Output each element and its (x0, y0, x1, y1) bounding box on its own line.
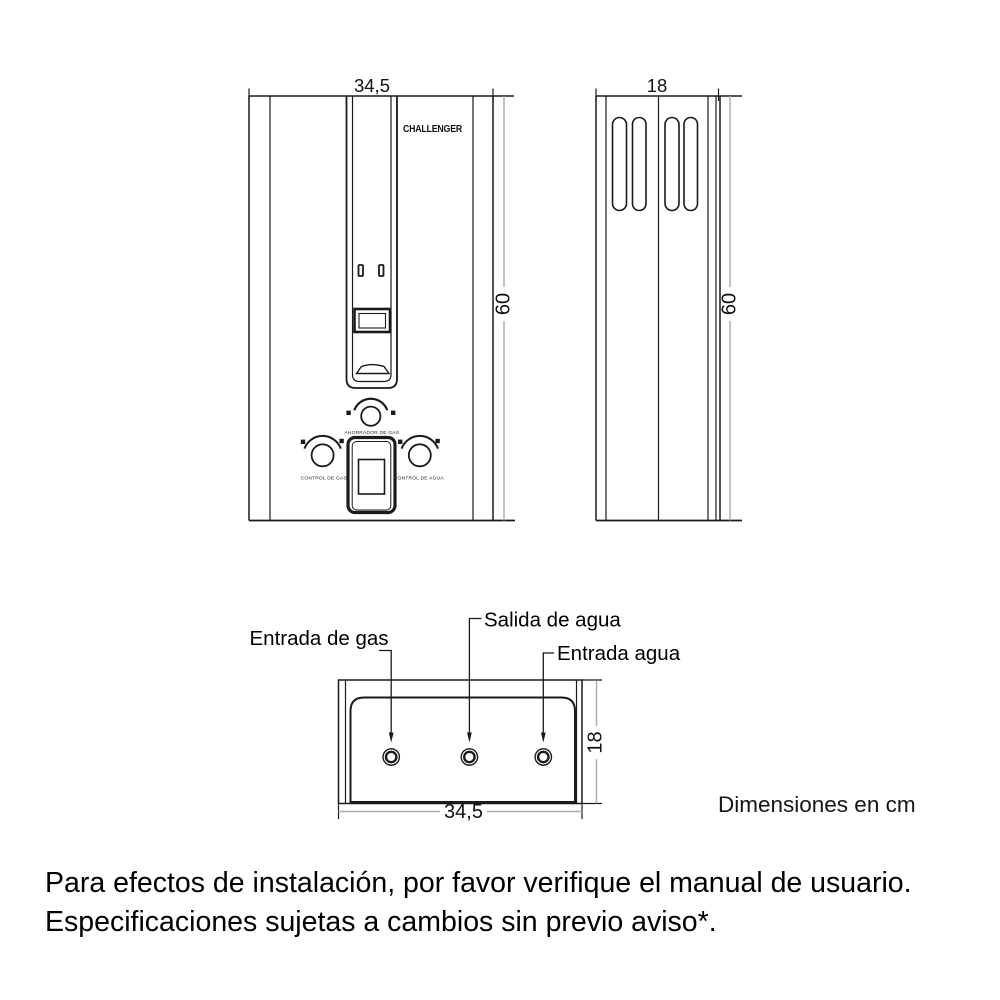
curved-slot (357, 365, 390, 374)
svg-text:60: 60 (718, 292, 741, 316)
svg-text:34,5: 34,5 (444, 801, 483, 823)
bottom-view (339, 680, 603, 819)
side-width-dimension: 18 (646, 75, 668, 96)
brand-logo: CHALLENGER (403, 124, 463, 135)
gas-saver-label: AHORRADOR DE GAS (344, 431, 400, 437)
water-control-knob[interactable] (409, 444, 431, 466)
vent-slot (379, 265, 384, 276)
bottom-depth-dimension (585, 681, 607, 804)
bottom-width-dimension (339, 801, 583, 823)
gas-inlet-label: Entrada de gas (249, 627, 389, 650)
water-control-label: CONTROL DE AGUA (393, 476, 444, 482)
front-view (249, 89, 515, 521)
gas-saver-knob[interactable] (361, 407, 380, 426)
vent-slot (359, 265, 364, 276)
front-height-dimension (493, 96, 515, 521)
units-note: Dimensiones en cm (718, 792, 916, 817)
footer-line-2: Especificaciones sujetas a cambios sin previo aviso*. (45, 905, 717, 938)
battery-door (348, 438, 395, 513)
gas-control-label: CONTROL DE GAS (300, 476, 347, 482)
svg-text:18: 18 (584, 731, 607, 754)
gas-control-knob[interactable] (312, 444, 334, 466)
footer-line-1: Para efectos de instalación, por favor verifique el manual de usuario. (45, 867, 912, 899)
water-outlet-label: Salida de agua (484, 608, 621, 632)
front-width-dimension: 34,5 (353, 75, 391, 96)
side-vent-slots (613, 118, 698, 211)
front-controls (301, 399, 440, 513)
side-height-dimension (719, 96, 741, 521)
water-inlet-label: Entrada agua (557, 642, 681, 665)
footer-note (45, 864, 912, 941)
svg-text:60: 60 (492, 292, 515, 316)
connection-ports (383, 749, 552, 765)
front-center-panel (347, 96, 398, 388)
